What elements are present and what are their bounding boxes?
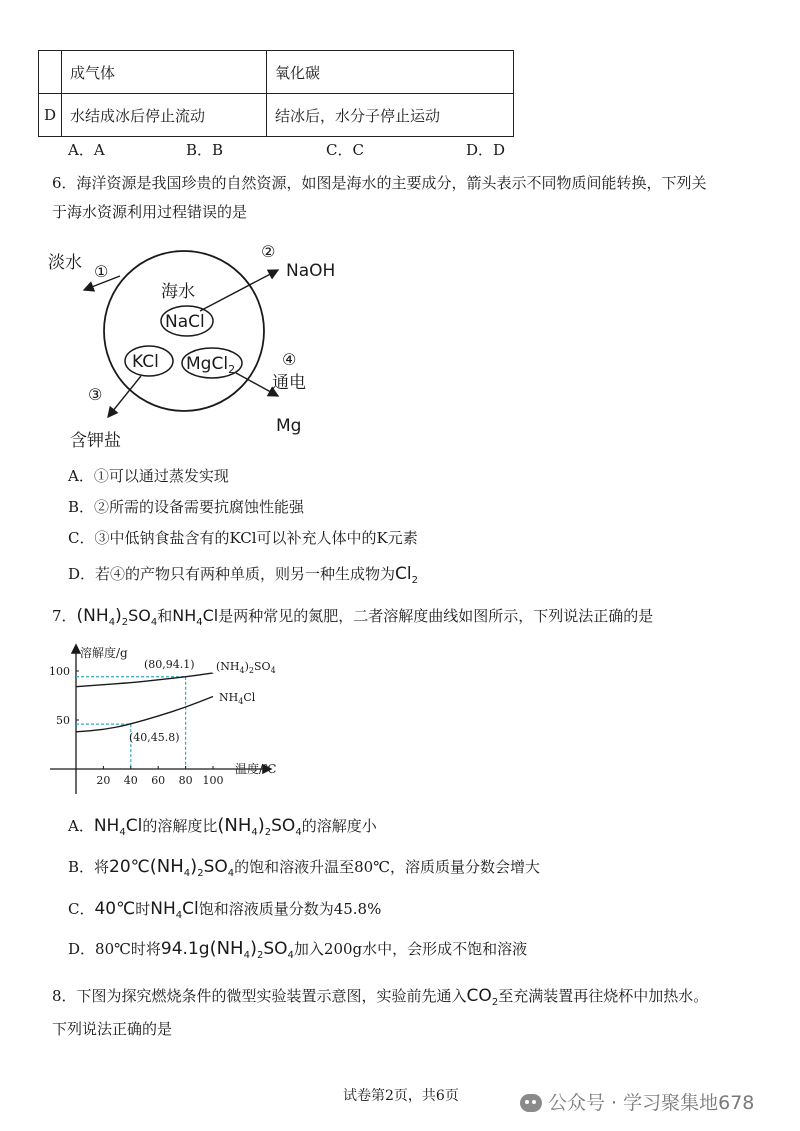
annotation-80: (80,94.1)	[144, 658, 195, 671]
table-cell: 水结成冰后停止流动	[62, 94, 267, 137]
series-label-ammonium-sulfate: $(NH_4)_2SO_4$	[216, 660, 276, 675]
page-footer: 试卷第2页，共6页	[343, 1088, 459, 1104]
fresh-water-label: 淡水	[48, 253, 82, 273]
q7-option-d: D．80℃时将$94.1g(NH_4)_2SO_4$加入200g水中，会形成不饱和溶液	[68, 938, 528, 961]
q6-option-b: B．②所需的设备需要抗腐蚀性能强	[68, 498, 305, 516]
step-1-label: ①	[94, 262, 109, 281]
arrow-2	[200, 270, 278, 311]
option-b: B．B	[186, 141, 224, 159]
step-3-label: ③	[88, 385, 103, 404]
y-tick-label: 100	[49, 665, 70, 678]
table-cell: 结冰后，水分子停止运动	[267, 94, 514, 137]
q8-stem-line1: 8．下图为探究燃烧条件的微型实验装置示意图，实验前先通入$CO_2$至充满装置再往烧杯中加热水。	[52, 986, 709, 1008]
q7-option-a: A．$NH_4Cl$的溶解度比$(NH_4)_2SO_4$的溶解度小	[68, 815, 377, 838]
option-a: A．A	[68, 141, 105, 159]
q6-option-d: D．若④的产物只有两种单质，则另一种生成物为$Cl_2$	[68, 564, 418, 586]
option-d: D．D	[466, 141, 506, 159]
table-row	[39, 51, 514, 94]
q5-options	[68, 139, 568, 161]
seawater-label: 海水	[161, 282, 195, 302]
arrow-3	[108, 376, 141, 417]
x-tick-label: 60	[151, 774, 166, 787]
series-line-2	[76, 697, 213, 732]
y-tick-label: 50	[56, 714, 70, 727]
x-tick-label: 40	[123, 774, 138, 787]
q7-option-c: C．40℃时$NH_4Cl$饱和溶液质量分数为45.8%	[68, 899, 382, 921]
x-tick-label: 20	[96, 774, 111, 787]
q6-option-a: A．①可以通过蒸发实现	[68, 467, 229, 485]
potash-label: 含钾盐	[70, 431, 121, 451]
option-c: C．C	[326, 141, 364, 159]
step-4-label: ④	[282, 350, 297, 369]
solubility-chart	[40, 640, 300, 805]
q6-stem-line1: 6．海洋资源是我国珍贵的自然资源，如图是海水的主要成分，箭头表示不同物质间能转换，下列关	[52, 174, 707, 192]
q6-option-c: C．③中低钠食盐含有的KCl可以补充人体中的K元素	[68, 529, 418, 547]
kcl-label: KCl	[132, 352, 159, 372]
x-axis-label: 温度/℃	[235, 762, 277, 776]
step-2-label: ②	[261, 242, 276, 261]
wechat-icon	[520, 1094, 542, 1112]
series-label-ammonium-chloride: $NH_4Cl$	[219, 691, 256, 706]
mg-label: Mg	[276, 416, 302, 436]
q7-stem: 7．$(NH_4)_2SO_4$和$NH_4Cl$是两种常见的氮肥，二者溶解度曲线如图所示，下列说法正确的是	[52, 606, 654, 628]
table-cell: 成气体	[62, 51, 267, 94]
series-line-1	[76, 673, 213, 687]
table-cell	[39, 51, 62, 94]
q6-stem-line2: 于海水资源利用过程错误的是	[52, 203, 248, 221]
y-axis-label: 溶解度/g	[80, 646, 128, 660]
x-tick-label: 80	[178, 774, 193, 787]
nacl-label: NaCl	[165, 312, 205, 332]
watermark: 公众号 · 学习聚集地678	[520, 1088, 754, 1115]
table-cell: D	[39, 94, 62, 137]
q8-stem-line2: 下列说法正确的是	[52, 1020, 173, 1038]
naoh-label: NaOH	[286, 261, 336, 281]
table-cell: 氧化碳	[267, 51, 514, 94]
electrolysis-label: 通电	[272, 373, 306, 393]
table-row	[39, 94, 514, 137]
seawater-diagram	[40, 230, 370, 455]
annotation-40: (40,45.8)	[129, 731, 180, 744]
x-tick-label: 100	[202, 774, 224, 787]
mgcl2-label: MgCl$_2$	[186, 354, 236, 376]
q7-option-b: B．将$20℃(NH_4)_2SO_4$的饱和溶液升温至80℃，溶质质量分数会增大	[68, 856, 540, 879]
answer-table	[38, 50, 514, 137]
